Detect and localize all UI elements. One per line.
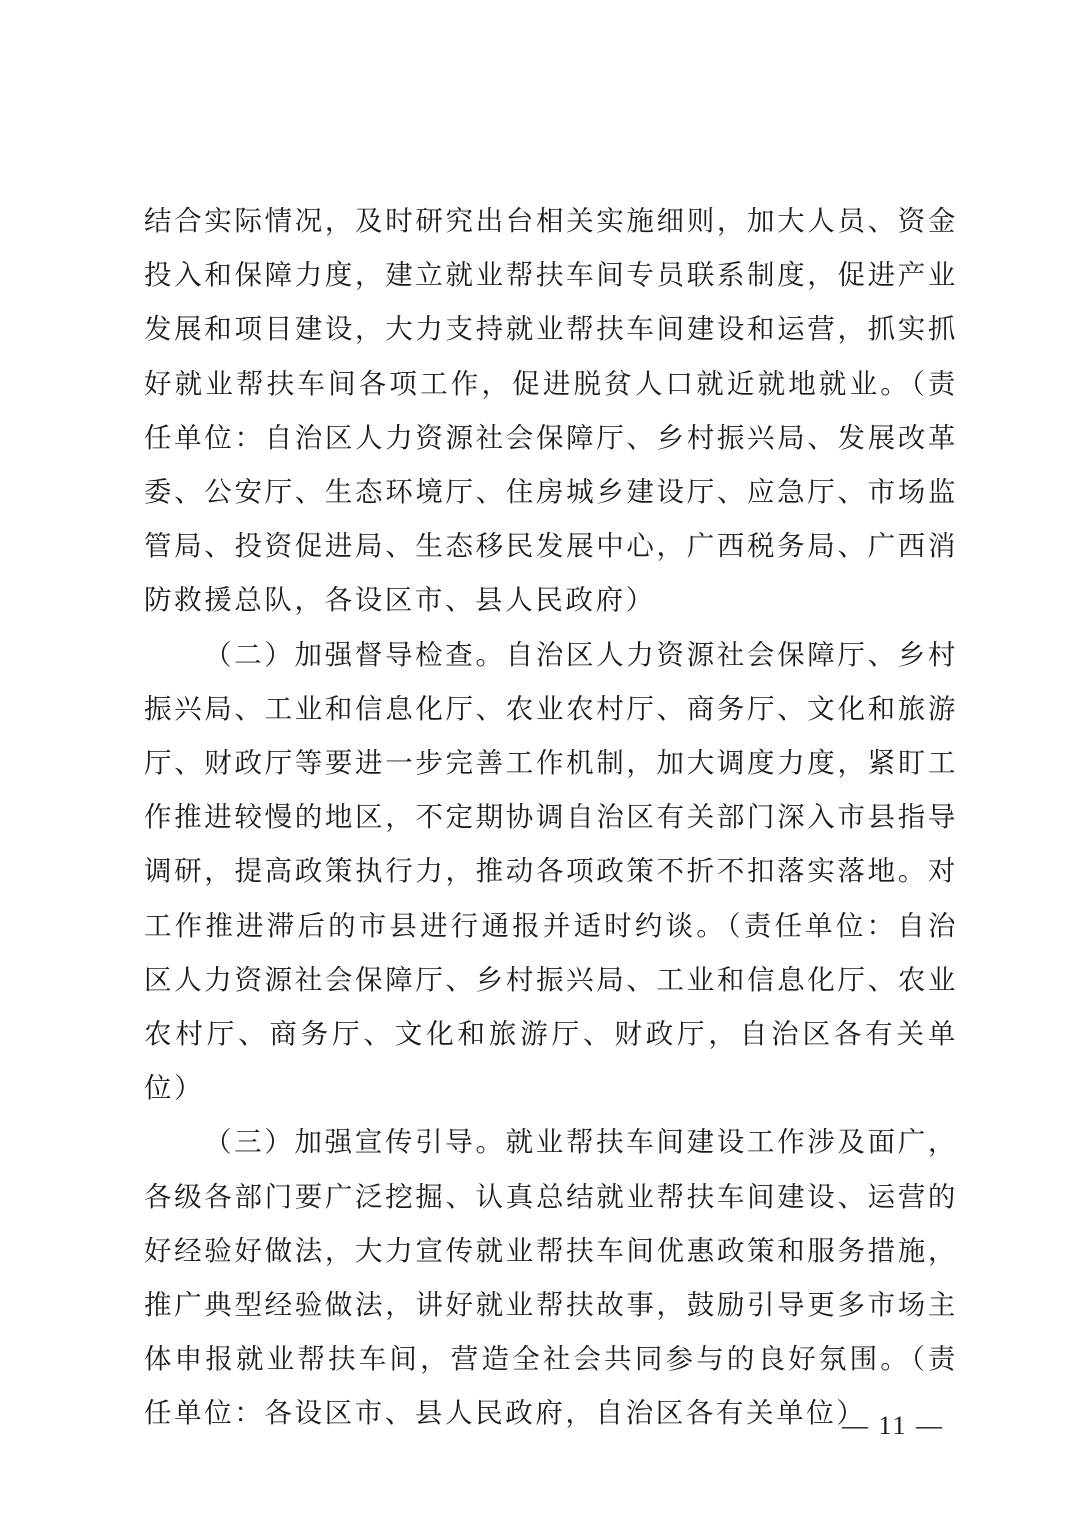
page-number: — 11 — — [841, 1411, 944, 1440]
paragraph-continuation: 结合实际情况，及时研究出台相关实施细则，加大人员、资金投入和保障力度，建立就业帮扶车间专员联系制度，促进产业发展和项目建设，大力支持就业帮扶车间建设和运营，抓实抓好就业帮扶车间各项工作，促进脱贫人口就近就地就业。（责任单位：自治区人力资源社会保障厅、乡村振兴局、发展改革委、公安厅、生态环境厅、住房城乡建设厅、应急厅、市场监管局、投资促进局、生态移民发展中心，广西税务局、广西消防救援总队，各设区市、县人民政府） — [144, 205, 958, 617]
document-body — [144, 194, 958, 1441]
paragraph-section-3: （三）加强宣传引导。就业帮扶车间建设工作涉及面广，各级各部门要广泛挖掘、认真总结就业帮扶车间建设、运营的好经验好做法，大力宣传就业帮扶车间优惠政策和服务措施，推广典型经验做法，讲好就业帮扶故事，鼓励引导更多市场主体申报就业帮扶车间，营造全社会共同参与的良好氛围。（责任单位：各设区市、县人民政府，自治区各有关单位） — [144, 1126, 958, 1430]
paragraph-section-2: （二）加强督导检查。自治区人力资源社会保障厅、乡村振兴局、工业和信息化厅、农业农村厅、商务厅、文化和旅游厅、财政厅等要进一步完善工作机制，加大调度力度，紧盯工作推进较慢的地区，不定期协调自治区有关部门深入市县指导调研，提高政策执行力，推动各项政策不折不扣落实落地。对工作推进滞后的市县进行通报并适时约谈。（责任单位：自治区人力资源社会保障厅、乡村振兴局、工业和信息化厅、农业农村厅、商务厅、文化和旅游厅、财政厅，自治区各有关单位） — [144, 638, 958, 1105]
